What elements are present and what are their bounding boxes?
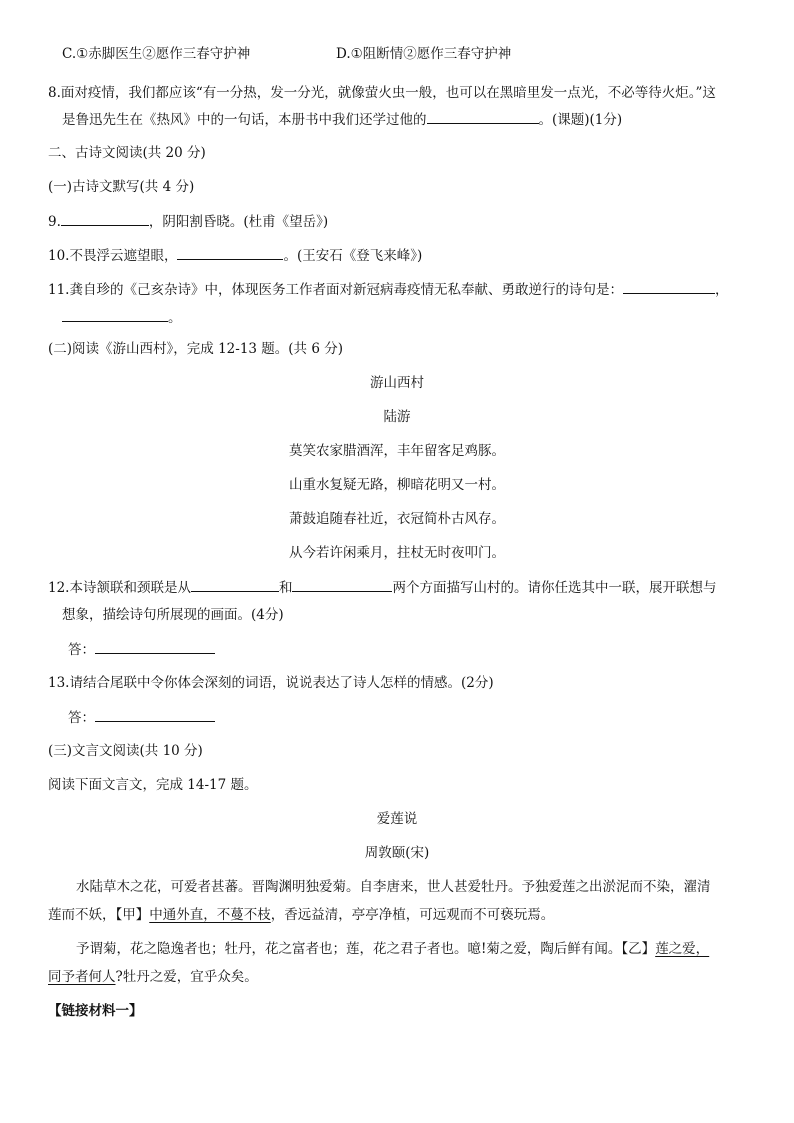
essay-text: 莲而不妖，【甲】 xyxy=(48,907,150,923)
question-8-text: 是鲁迅先生在《热风》中的一句话，本册书中我们还学过他的 xyxy=(62,112,427,128)
essay-paragraph-1-line1: 水陆草木之花，可爱者甚蕃。晋陶渊明独爱菊。自李唐来，世人甚爱牡丹。予独爱莲之出淤泥而不染，濯清 xyxy=(76,879,711,895)
answer-label: 答： xyxy=(68,642,95,658)
question-11-line2 xyxy=(62,307,182,328)
essay-title: 爱莲说 xyxy=(376,811,418,827)
question-8-line1: 8.面对疫情，我们都应该“有一分热，发一分光，就像萤火虫一般，也可以在黑暗里发一点光，不必等待火炬。”这 xyxy=(48,85,716,101)
option-d: D.①阻断情②愿作三春守护神 xyxy=(336,46,512,62)
poem-line: 莫笑农家腊酒浑，丰年留客足鸡豚。 xyxy=(289,443,505,459)
answer-blank[interactable] xyxy=(292,577,392,592)
poem-author: 陆游 xyxy=(383,409,411,425)
essay-paragraph-2-line2 xyxy=(48,967,258,987)
question-13-answer xyxy=(68,707,215,728)
answer-blank[interactable] xyxy=(623,279,715,294)
essay-paragraph-2-line1 xyxy=(76,939,709,959)
link-material-1-label: 【链接材料一】 xyxy=(48,1003,143,1019)
underlined-sentence-jia: 中通外直，不蔓不枝 xyxy=(149,907,271,923)
question-10 xyxy=(48,245,422,266)
question-8-line2 xyxy=(62,109,622,130)
question-9-number: 9. xyxy=(48,214,61,230)
question-10-source: 。(王安石《登飞来峰》) xyxy=(283,248,423,264)
answer-blank[interactable] xyxy=(62,307,168,322)
answer-blank[interactable] xyxy=(95,639,215,654)
instruction: 阅读下面文言文，完成 14-17 题。 xyxy=(48,777,258,793)
subsection-1-title: (一)古诗文默写(共 4 分) xyxy=(48,179,195,195)
poem-line: 山重水复疑无路，柳暗花明又一村。 xyxy=(289,477,505,493)
answer-label: 答： xyxy=(68,710,95,726)
essay-text: ，香远益清，亭亭净植，可远观而不可亵玩焉。 xyxy=(270,907,555,923)
answer-blank[interactable] xyxy=(95,707,215,722)
question-10-text: 10.不畏浮云遮望眼， xyxy=(48,248,178,264)
question-11-line1 xyxy=(48,279,728,300)
question-8-suffix: 。(课题)(1分) xyxy=(538,112,623,128)
essay-text: ?牡丹之爱，宜乎众矣。 xyxy=(115,969,258,985)
question-12-line2: 想象，描绘诗句所展现的画面。(4分) xyxy=(62,607,284,623)
answer-blank[interactable] xyxy=(61,211,149,226)
section-2-title: 二、古诗文阅读(共 20 分) xyxy=(48,145,206,161)
underlined-sentence-yi: 莲之爱， xyxy=(655,941,710,957)
question-12-text: 12.本诗颔联和颈联是从 xyxy=(48,580,191,596)
essay-author: 周敦颐(宋) xyxy=(364,845,430,861)
poem-line: 从今若许闲乘月，拄杖无时夜叩门。 xyxy=(289,545,505,561)
question-11-end: 。 xyxy=(168,310,182,326)
question-12-and: 和 xyxy=(278,580,293,596)
question-11-text: 11.龚自珍的《己亥杂诗》中，体现医务工作者面对新冠病毒疫情无私奉献、勇敢逆行的诗句是： xyxy=(48,282,623,298)
question-9-text: ，阴阳割昏晓。(杜甫《望岳》) xyxy=(148,214,329,230)
question-12-line1 xyxy=(48,577,716,598)
option-c: C.①赤脚医生②愿作三春守护神 xyxy=(62,46,251,62)
subsection-3-title: (三)文言文阅读(共 10 分) xyxy=(48,743,203,759)
question-11-comma: ， xyxy=(714,282,729,298)
essay-paragraph-1-line2 xyxy=(48,905,554,925)
question-12-text-2: 两个方面描写山村的。请你任选其中一联，展开联想与 xyxy=(392,580,717,596)
subsection-2-title: (二)阅读《游山西村》，完成 12-13 题。(共 6 分) xyxy=(48,341,343,357)
poem-title: 游山西村 xyxy=(370,375,424,391)
question-9 xyxy=(48,211,328,232)
essay-text: 予谓菊，花之隐逸者也；牡丹，花之富者也；莲，花之君子者也。噫!菊之爱，陶后鲜有闻。【乙】 xyxy=(76,941,656,957)
answer-blank[interactable] xyxy=(427,109,539,124)
poem-line: 萧鼓追随春社近，衣冠简朴古风存。 xyxy=(289,511,505,527)
answer-blank[interactable] xyxy=(191,577,279,592)
question-13: 13.请结合尾联中令你体会深刻的词语，说说表达了诗人怎样的情感。(2分) xyxy=(48,675,494,691)
question-12-answer xyxy=(68,639,215,660)
answer-blank[interactable] xyxy=(177,245,283,260)
underlined-sentence-yi-cont: 同予者何人 xyxy=(48,969,116,985)
